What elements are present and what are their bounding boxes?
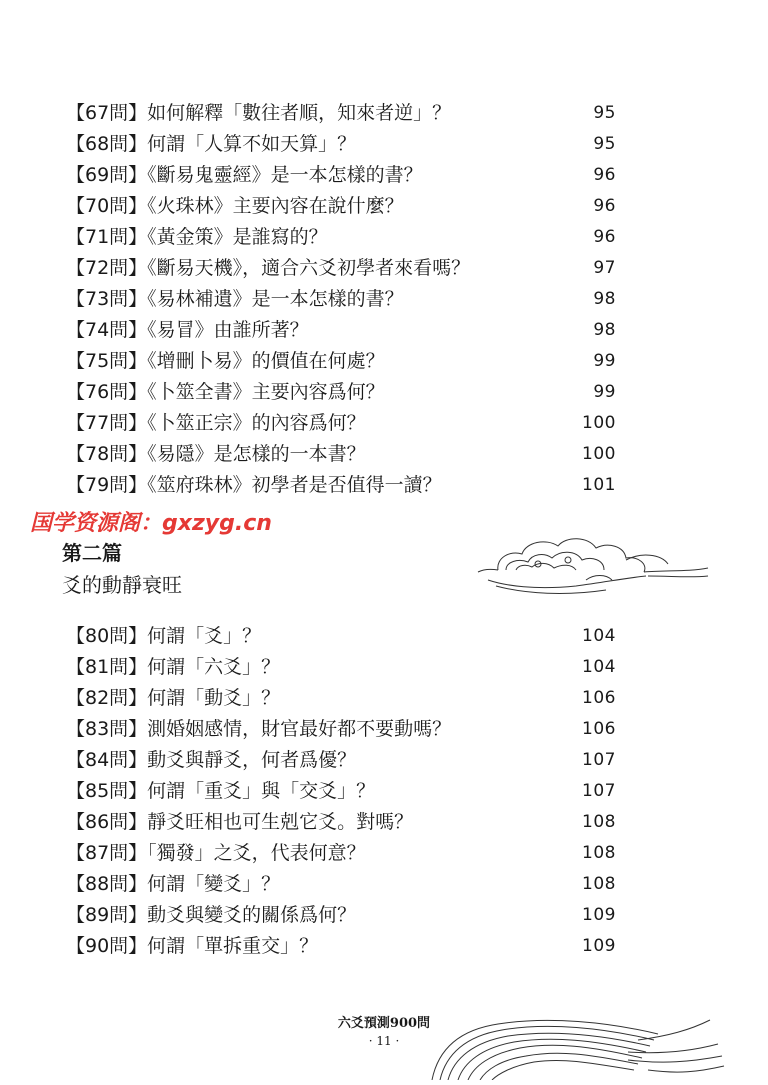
toc-question: 【86問】靜爻旺相也可生剋它爻。對嗎？ (66, 811, 414, 833)
toc-page: 107 (582, 781, 616, 801)
toc-entry (66, 869, 616, 900)
toc-page: 104 (582, 626, 616, 646)
toc-page: 95 (593, 134, 616, 154)
toc-entry (66, 470, 616, 501)
toc-page: 99 (593, 351, 616, 371)
toc-page: 106 (582, 719, 616, 739)
toc-page: 100 (582, 444, 616, 464)
toc-question: 【84問】動爻與靜爻，何者爲優？ (66, 749, 357, 771)
toc-entry (66, 315, 616, 346)
toc-entry (66, 714, 616, 745)
toc-question: 【71問】《黃金策》是誰寫的？ (66, 226, 328, 248)
toc-question: 【79問】《筮府珠林》初學者是否值得一讀？ (66, 474, 442, 496)
toc-page: 108 (582, 843, 616, 863)
toc-question: 【74問】《易冒》由誰所著？ (66, 319, 309, 341)
toc-entry (66, 253, 616, 284)
toc-page: 96 (593, 227, 616, 247)
toc-page: 108 (582, 874, 616, 894)
toc-entry (66, 408, 616, 439)
toc-entry (66, 683, 616, 714)
toc-page: 108 (582, 812, 616, 832)
toc-page: 107 (582, 750, 616, 770)
toc-page: 96 (593, 196, 616, 216)
toc-question: 【78問】《易隱》是怎樣的一本書？ (66, 443, 366, 465)
toc-entry (66, 931, 616, 962)
toc-question: 【67問】如何解釋「數往者順，知來者逆」？ (66, 102, 452, 124)
toc-question: 【76問】《卜筮全書》主要內容爲何？ (66, 381, 385, 403)
toc-question: 【72問】《斷易天機》，適合六爻初學者來看嗎？ (66, 257, 471, 279)
toc-page: 100 (582, 413, 616, 433)
toc-page: 98 (593, 289, 616, 309)
toc-page: 95 (593, 103, 616, 123)
toc-entry (66, 745, 616, 776)
toc-entry (66, 439, 616, 470)
toc-entry (66, 377, 616, 408)
toc-list-bottom (66, 621, 616, 962)
toc-page: 106 (582, 688, 616, 708)
wave-ornament-icon (428, 1000, 728, 1080)
toc-question: 【81問】何謂「六爻」？ (66, 656, 281, 678)
section-label: 第二篇 (62, 541, 122, 565)
toc-question: 【70問】《火珠林》主要內容在說什麼？ (66, 195, 404, 217)
toc-entry (66, 900, 616, 931)
toc-question: 【68問】何謂「人算不如天算」？ (66, 133, 357, 155)
toc-entry (66, 776, 616, 807)
toc-question: 【73問】《易林補遺》是一本怎樣的書？ (66, 288, 404, 310)
toc-entry (66, 652, 616, 683)
toc-question: 【89問】動爻與變爻的關係爲何？ (66, 904, 357, 926)
toc-list-top (66, 98, 616, 501)
toc-page: 99 (593, 382, 616, 402)
toc-entry (66, 98, 616, 129)
toc-question: 【75問】《增刪卜易》的價值在何處？ (66, 350, 385, 372)
section-title: 爻的動靜衰旺 (62, 573, 182, 597)
toc-question: 【82問】何謂「動爻」？ (66, 687, 281, 709)
toc-entry (66, 346, 616, 377)
toc-entry (66, 191, 616, 222)
toc-entry (66, 838, 616, 869)
toc-question: 【88問】何謂「變爻」？ (66, 873, 281, 895)
toc-question: 【69問】《斷易鬼靈經》是一本怎樣的書？ (66, 164, 423, 186)
footer-page-number: · 11 · (368, 1034, 400, 1048)
toc-entry (66, 129, 616, 160)
toc-entry (66, 621, 616, 652)
toc-question: 【77問】《卜筮正宗》的內容爲何？ (66, 412, 366, 434)
watermark-text: 国学资源阁：gxzyg.cn (30, 511, 272, 536)
toc-entry (66, 807, 616, 838)
toc-page: 104 (582, 657, 616, 677)
toc-question: 【90問】何謂「單拆重交」？ (66, 935, 319, 957)
toc-question: 【85問】何謂「重爻」與「交爻」？ (66, 780, 376, 802)
toc-page: 109 (582, 905, 616, 925)
toc-entry (66, 284, 616, 315)
toc-page: 98 (593, 320, 616, 340)
toc-question: 【83問】測婚姻感情，財官最好都不要動嗎？ (66, 718, 452, 740)
toc-page: 109 (582, 936, 616, 956)
toc-page: 96 (593, 165, 616, 185)
toc-page: 101 (582, 475, 616, 495)
toc-page: 97 (593, 258, 616, 278)
cloud-ornament-icon (476, 520, 710, 600)
toc-question: 【80問】何謂「爻」？ (66, 625, 262, 647)
footer-book-title: 六爻預測900問 (337, 1016, 431, 1031)
toc-entry (66, 222, 616, 253)
toc-question: 【87問】「獨發」之爻，代表何意？ (66, 842, 366, 864)
toc-entry (66, 160, 616, 191)
